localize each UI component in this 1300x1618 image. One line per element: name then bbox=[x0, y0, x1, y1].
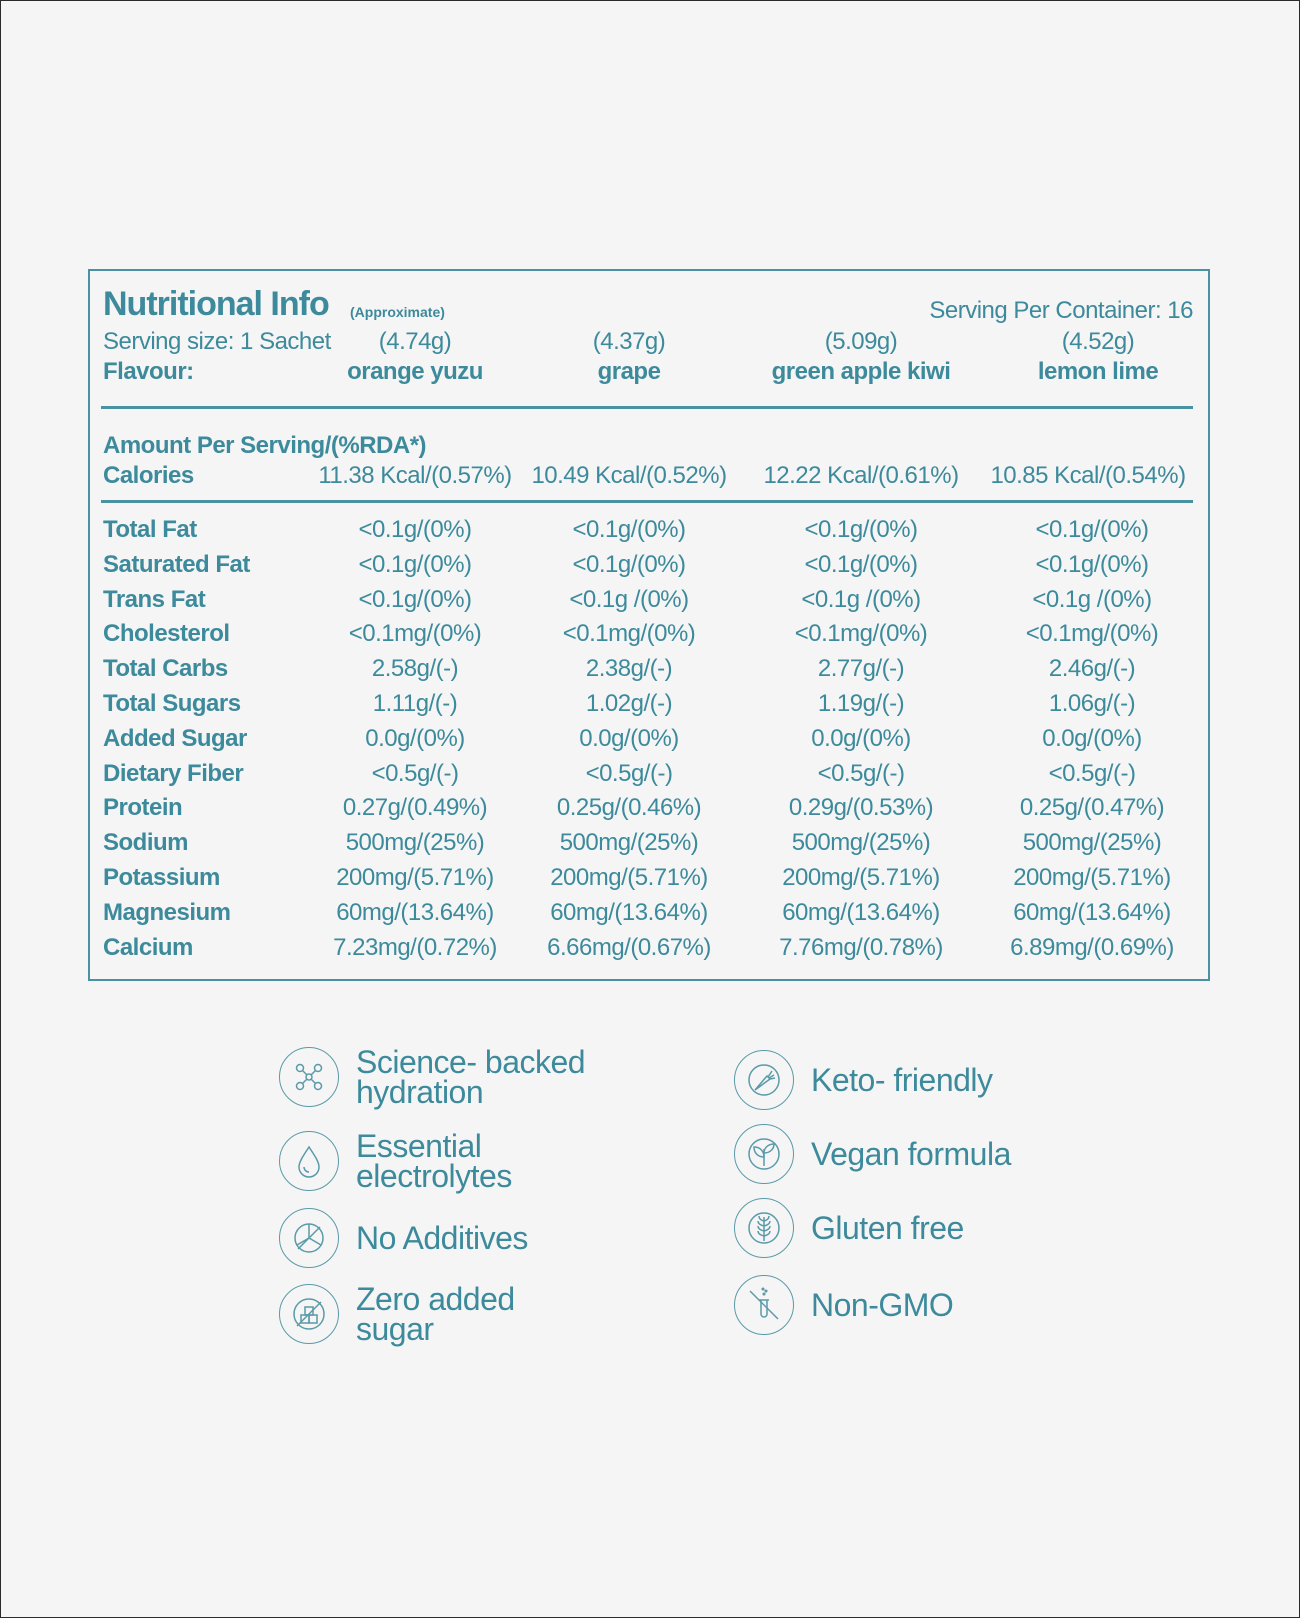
divider bbox=[101, 406, 1193, 409]
nutrient-value: 60mg/(13.64%) bbox=[550, 899, 708, 926]
nutrient-value: <0.1g /(0%) bbox=[1032, 586, 1152, 613]
nutrient-value: 1.02g/(-) bbox=[585, 690, 673, 717]
water-drop-icon bbox=[279, 1131, 339, 1191]
nutrient-value: 200mg/(5.71%) bbox=[1013, 864, 1171, 891]
nutrient-label: Cholesterol bbox=[103, 620, 230, 647]
feature-label: Science- backed hydration bbox=[356, 1044, 586, 1110]
nutrient-value: <0.1g/(0%) bbox=[572, 551, 686, 578]
nutrient-label: Trans Fat bbox=[103, 586, 206, 613]
calories-value: 12.22 Kcal/(0.61%) bbox=[763, 462, 959, 489]
flavour-weight: (4.74g) bbox=[378, 328, 452, 355]
divider bbox=[101, 500, 1193, 503]
calories-value: 10.49 Kcal/(0.52%) bbox=[531, 462, 727, 489]
nutrient-label: Total Fat bbox=[103, 516, 197, 543]
nutrient-value: 0.25g/(0.47%) bbox=[1019, 794, 1165, 821]
nutrient-value: 1.11g/(-) bbox=[372, 690, 458, 717]
nutrient-label: Dietary Fiber bbox=[103, 760, 244, 787]
flavour-weight: (4.52g) bbox=[1061, 328, 1135, 355]
nutrient-value: <0.1mg/(0%) bbox=[1025, 620, 1159, 647]
feature-item bbox=[734, 1275, 953, 1335]
feature-label: Non-GMO bbox=[811, 1287, 954, 1323]
nutrient-value: 2.38g/(-) bbox=[585, 655, 673, 682]
feature-label: Zero added sugar bbox=[356, 1281, 515, 1347]
nutrient-value: 1.19g/(-) bbox=[817, 690, 905, 717]
nutrient-value: 7.23mg/(0.72%) bbox=[333, 934, 497, 961]
feature-item bbox=[734, 1050, 993, 1110]
feature-item bbox=[734, 1198, 964, 1258]
leaf-icon bbox=[734, 1124, 794, 1184]
feature-item bbox=[734, 1124, 1011, 1184]
flavour-weight: (5.09g) bbox=[824, 328, 898, 355]
flavour-name: green apple kiwi bbox=[771, 358, 951, 385]
calories-label: Calories bbox=[103, 462, 194, 489]
no-additives-icon bbox=[279, 1208, 339, 1268]
nutrient-value: 0.0g/(0%) bbox=[811, 725, 911, 752]
calories-value: 11.38 Kcal/(0.57%) bbox=[318, 462, 512, 489]
nutrient-value: 2.46g/(-) bbox=[1048, 655, 1136, 682]
nutrient-value: <0.1g/(0%) bbox=[572, 516, 686, 543]
wheat-icon bbox=[734, 1198, 794, 1258]
flavour-name: lemon lime bbox=[1037, 358, 1159, 385]
nutrient-value: 500mg/(25%) bbox=[1022, 829, 1162, 856]
nutrient-label: Potassium bbox=[103, 864, 220, 891]
feature-label: Essential electrolytes bbox=[356, 1128, 512, 1194]
serving-size-label: Serving size: 1 Sachet bbox=[103, 328, 331, 355]
nutrient-value: <0.1g/(0%) bbox=[1035, 516, 1149, 543]
nutrient-value: <0.1mg/(0%) bbox=[562, 620, 696, 647]
nutrient-value: <0.1g/(0%) bbox=[358, 516, 472, 543]
amount-per-serving: Amount Per Serving/(%RDA*) bbox=[103, 432, 427, 459]
nutrient-value: <0.1g /(0%) bbox=[801, 586, 921, 613]
nutrient-value: <0.1g/(0%) bbox=[804, 551, 918, 578]
feature-label: Gluten free bbox=[811, 1210, 964, 1246]
nutrient-value: 1.06g/(-) bbox=[1048, 690, 1136, 717]
nutrient-value: 500mg/(25%) bbox=[345, 829, 485, 856]
nutrient-value: 200mg/(5.71%) bbox=[550, 864, 708, 891]
serving-per-container: Serving Per Container: 16 bbox=[929, 297, 1193, 324]
nutrient-value: <0.5g/(-) bbox=[817, 760, 905, 787]
feature-label: Keto- friendly bbox=[811, 1062, 993, 1098]
flavour-name: grape bbox=[597, 358, 661, 385]
nutrient-label: Sodium bbox=[103, 829, 188, 856]
feature-item bbox=[279, 1281, 515, 1347]
nutrient-value: 500mg/(25%) bbox=[791, 829, 931, 856]
test-tube-icon bbox=[734, 1275, 794, 1335]
nutrient-value: 60mg/(13.64%) bbox=[1013, 899, 1171, 926]
flavour-name: orange yuzu bbox=[347, 358, 483, 385]
nutrient-value: <0.1g/(0%) bbox=[358, 551, 472, 578]
calories-value: 10.85 Kcal/(0.54%) bbox=[990, 462, 1186, 489]
feature-item bbox=[279, 1128, 512, 1194]
nutrient-value: <0.5g/(-) bbox=[371, 760, 459, 787]
nutrient-value: 60mg/(13.64%) bbox=[782, 899, 940, 926]
nutrient-value: <0.1mg/(0%) bbox=[794, 620, 928, 647]
feature-item bbox=[279, 1044, 586, 1110]
nutrient-value: 2.58g/(-) bbox=[371, 655, 459, 682]
feature-label: Vegan formula bbox=[811, 1136, 1011, 1172]
molecule-icon bbox=[279, 1047, 339, 1107]
nutrition-panel bbox=[88, 269, 1210, 981]
nutrient-value: 60mg/(13.64%) bbox=[336, 899, 494, 926]
nutrient-value: <0.1g/(0%) bbox=[358, 586, 472, 613]
nutrient-value: 6.89mg/(0.69%) bbox=[1010, 934, 1174, 961]
panel-title: Nutritional Info bbox=[103, 285, 329, 323]
nutrient-value: 0.27g/(0.49%) bbox=[342, 794, 488, 821]
nutrient-value: 500mg/(25%) bbox=[559, 829, 699, 856]
flavour-weight: (4.37g) bbox=[592, 328, 666, 355]
nutrient-value: <0.1g/(0%) bbox=[804, 516, 918, 543]
nutrient-value: <0.5g/(-) bbox=[585, 760, 673, 787]
nutrient-value: <0.1g /(0%) bbox=[569, 586, 689, 613]
nutrient-label: Saturated Fat bbox=[103, 551, 250, 578]
nutrient-label: Protein bbox=[103, 794, 183, 821]
nutrient-value: 0.0g/(0%) bbox=[1042, 725, 1142, 752]
nutrient-label: Total Sugars bbox=[103, 690, 241, 717]
nutrient-value: <0.1g/(0%) bbox=[1035, 551, 1149, 578]
nutrient-value: 200mg/(5.71%) bbox=[336, 864, 494, 891]
nutrient-label: Total Carbs bbox=[103, 655, 228, 682]
nutrient-value: 200mg/(5.71%) bbox=[782, 864, 940, 891]
nutrient-value: 0.0g/(0%) bbox=[365, 725, 465, 752]
flavour-label: Flavour: bbox=[103, 358, 194, 385]
nutrient-label: Magnesium bbox=[103, 899, 231, 926]
nutrient-label: Calcium bbox=[103, 934, 193, 961]
panel-title-note: (Approximate) bbox=[350, 304, 445, 320]
nutrient-value: <0.5g/(-) bbox=[1048, 760, 1136, 787]
nutrient-label: Added Sugar bbox=[103, 725, 247, 752]
feature-label: No Additives bbox=[356, 1220, 528, 1256]
nutrient-value: 0.25g/(0.46%) bbox=[556, 794, 702, 821]
sugar-cubes-icon bbox=[279, 1284, 339, 1344]
nutrient-value: 7.76mg/(0.78%) bbox=[779, 934, 943, 961]
feature-item bbox=[279, 1208, 528, 1268]
nutrient-value: <0.1mg/(0%) bbox=[348, 620, 482, 647]
nutrient-value: 0.29g/(0.53%) bbox=[788, 794, 934, 821]
nutrient-value: 2.77g/(-) bbox=[817, 655, 905, 682]
nutrient-value: 0.0g/(0%) bbox=[579, 725, 679, 752]
nutrient-value: 6.66mg/(0.67%) bbox=[547, 934, 711, 961]
carrot-icon bbox=[734, 1050, 794, 1110]
